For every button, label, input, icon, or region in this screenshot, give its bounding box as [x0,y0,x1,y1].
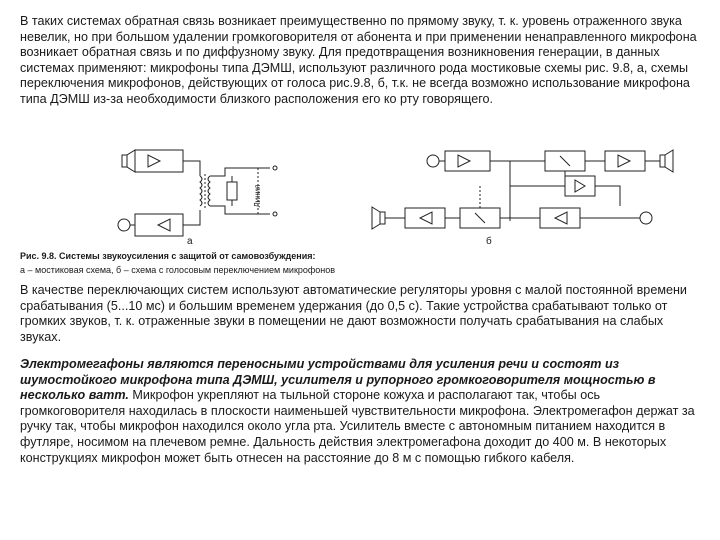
paragraph-switching: В качестве переключающих систем используют автоматические регуляторы уровня с малой постоянной времени срабатывания (5...10 мс) и большим временем удержания (до 0,5 с). Такие устройства срабатывают только от громких звуков, т. к. отраженные звуки в помещении не дают возможности получать срабатывания на слабых звуках. [20,283,687,344]
diagram-b [372,150,673,229]
figure-caption-title: Рис. 9.8. Системы звукоусиления с защитой от самовозбуждения: [20,251,316,261]
microphone-bottom [118,219,130,231]
figure-label-a: а [187,236,193,247]
figure-label-b: б [486,236,492,247]
microphone-bottom-right [640,212,652,224]
figure-9-8 [20,146,700,254]
microphone-top [427,155,439,167]
megaphone-definition: Электромегафоны являются переносными устройствами для усиления речи и состоят из шумостойкого микрофона типа ДЭМШ, усилителя и рупорного громкоговорителя мощностью в несколько ватт. [20,357,656,403]
figure-caption-text: а – мостиковая схема, б – схема с голосовым переключением микрофонов [20,265,336,275]
amplifier-b-top-1 [445,151,490,171]
paragraph-megaphone [20,357,700,466]
speaker-left [380,212,385,224]
paragraph-intro: В таких системах обратная связь возникает преимущественно по прямому звуку, т. к. уровень отраженного звука невелик, но при большом удалении громкоговорителя от абонента и при применении ненаправленного микрофона возникает обратная связь и по диффузному звуку. Для предотвращения возникновения генерации, в данных системах применяют: микрофоны типа ДЭМШ, используют различного рода мостиковые схемы рис. 9.8, а, схемы переключения микрофонов, действующих от голоса рис.9.8, б, т.к. не всегда возможно использование микрофона типа ДЭМШ из-за необходимости близкого расположения его ко рту говорящего. [20,14,697,106]
control-block [565,176,595,196]
transformer-coil-right [208,176,210,206]
amplifier-b-bottom-2 [540,208,580,228]
speaker-right [660,155,665,167]
transformer-coil-left [200,176,202,206]
speaker-top [122,155,127,167]
speaker-top-cone [127,150,135,172]
speaker-right-cone [665,150,673,172]
amplifier-bottom-triangle [158,219,170,231]
amplifier-b-top-2 [605,151,645,171]
line-label: Линия [253,184,262,208]
megaphone-description: Микрофон укрепляют на тыльной стороне кожуха и располагают так, чтобы ось громкоговорителя находилась в плоскости наименьшей чувствительности микрофона. Электромегафон держат за ручку так, чтобы микрофон находился около угла рта. Усилитель вместе с автономным питанием находится в футляре, носимом на плечевом ремне. Дальность действия электромегафона доходит до 400 м. В некоторых конструкциях микрофон может быть отнесен на расстояние до 8 м с помощью гибкого кабеля. [20,388,695,465]
balance-resistor [227,182,237,200]
amplifier-b-bottom-1 [405,208,445,228]
speaker-left-cone [372,207,380,229]
amplifier-top-triangle [148,155,160,167]
